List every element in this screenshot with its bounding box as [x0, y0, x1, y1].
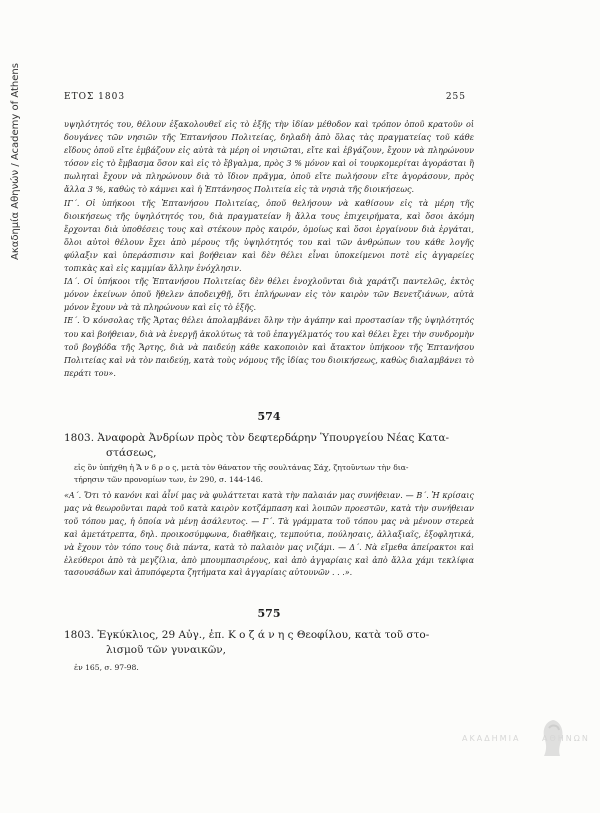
body-text [64, 118, 474, 380]
page-header [64, 92, 466, 102]
entry-heading-line: λισμοῦ τῶν γυναικῶν, [106, 643, 226, 656]
paragraph: ΙΕ΄. Ὁ κόνσολας τῆς Ἄρτας θέλει ἀπολαμβάνει ὅλην τὴν ἀγάπην καὶ προστασίαν τῆς ὑψηλότητός του καὶ βοήθειαν, διὰ νὰ ἐνεργῇ ἀκολύτως τὰ τοῦ ἐπαγγέλματός του καὶ θέλει ἔχει τὴν συνδρομὴν τοῦ βογβόδα τῆς Ἄρτης, διὰ νὰ παιδεύῃ κάθε κακοποιὸν καὶ ἄτακτον ὑπήκοον τῆς Ἑπτανήσου Πολιτείας καὶ νὰ τὸν παιδεύῃ, κατὰ τοὺς νόμους τῆς ἰδίας του διοικήσεως, καθὼς διαλαμβάνει τὸ περάτι του». [64, 315, 474, 378]
entry-heading [64, 628, 474, 657]
entry-number: 575 [257, 607, 281, 620]
watermark-text-right: ΑΘΗΝΩΝ [542, 734, 590, 743]
entry-heading-line: στάσεως, [106, 446, 157, 459]
entry-reference-line: εἰς ὃν ὑπήχθη ἡ Ἄ ν δ ρ ο ς, μετὰ τὸν θάνατον τῆς σουλτάνας Σάχ, ζητοῦντων τὴν δια- [74, 463, 409, 472]
archive-side-label: Ακαδημία Αθηνών / Academy of Athens [10, 63, 21, 260]
entry-heading-line: 1803. Ἐγκύκλιος, 29 Αὐγ., ἐπ. Κ ο ζ ά ν η ς Θεοφίλου, κατὰ τοῦ στο- [64, 629, 430, 641]
entry-reference [74, 462, 474, 486]
paragraph: υψηλότητός του, θέλουν ἐξακολουθεῖ εἰς τὸ ἑξῆς τὴν ἰδίαν μέθοδον καὶ τρόπον ὁποῦ κρατοῦν οἱ δουγάνες τῶν νησιῶν τῆς Ἑπτανήσου Πολιτείας, δηλαδὴ ἀπὸ ὅλας τὰς πραγματείας τοῦ κάθε εἴδους ὁποῦ εἴτε ἐμβάζουν εἰς αὐτὰ τὰ μέρη οἱ νησιῶται, εἴτε καὶ ἐβγάζουν, ἔχουν νὰ πληρώνουν τόσον εἰς τὸ ἔμβασμα ὅσον καὶ εἰς τὸ ἔβγαλμα, πρὸς 3 % μόνον καὶ οἱ τουρκομερίται ἀγοράσται ἢ πωληταὶ ἔχουν νὰ πληρώνουν διὰ τὸ ἴδιον πρᾶγμα, ὁποῦ εἴτε πωλήσουν εἴτε ἀγοράσουν, πρὸς ἄλλα 3 %, καθὼς τὸ κάμνει καὶ ἡ Ἑπτάνησος Πολιτεία εἰς τὰ νησιὰ τῆς διοικήσεως. [64, 119, 474, 195]
academy-watermark [462, 716, 592, 766]
entry-reference-line: ἐν 165, σ. 97-98. [74, 663, 139, 672]
entry-text: «Α΄. Ὅτι τὸ κανόνι καὶ ἀἶνί μας νὰ φυλάττεται κατὰ τὴν παλαιάν μας συνήθειαν. — Β΄. Ἡ κρίσαις μας νὰ θεωροῦνται παρὰ τοῦ κατὰ καιρὸν κοτζάμπαση καὶ λοιπῶν προεστῶν, κατὰ τὴν συνήθειαν τοῦ τόπου μας, ἡ ὁποία νὰ μένῃ ἀσάλευτος. — Γ΄. Τὰ γράμματα τοῦ τόπου μας νὰ μένουν στερεὰ καὶ ἀμετάτρεπτα, δηλ. προικοσύμφωνα, διαθῆκαις, τεμπούτια, πούλησαις, ἀλλαξιαῖς, ἐξοφλητικά, νὰ ἔχουν τὸν τόπο τους διὰ πάντα, κατὰ τὸ παλαιὸν μας νιζάμι. — Δ΄. Νὰ εἴμεθα ἀπείρακτοι καὶ ἐλεύθεροι ἀπὸ τὰ μεγζίλια, ἀπὸ μπουμπασιρέους, καὶ ἀπὸ ἀγγαρίαις καὶ ἀπὸ ἄλλα χάμι τεκλίφια τασουσάδων καὶ ἀπυπόφερτα ζητήματα καὶ ἀγγαρίαις αὐτουνῶν . . .». [64, 491, 474, 578]
entry-reference [74, 662, 474, 674]
entry-number: 574 [257, 410, 281, 423]
entry-heading [64, 431, 474, 460]
paragraph: ΙΓ΄. Οἱ ὑπήκοοι τῆς Ἑπτανήσου Πολιτείας, ὁποῦ θελήσουν νὰ καθίσουν εἰς τὰ μέρη τῆς διοικήσεως τῆς ὑψηλότητός του, διὰ πραγματείαν ἢ ἄλλα τους ἐπιχειρήματα, καὶ ὅσοι ἀκόμη ἔρχονται διὰ ὑποθέσεις τους καὶ στέκουν πρὸς καιρόν, ὁμοίως καὶ ὅσοι ἐργαίνουν διὰ ἐργάται, ὅλοι αὐτοὶ θέλουν ἔχει ἀπὸ μέρους τῆς ὑψηλότητός του καὶ τῶν ἀνθρώπων του κάθε λογῆς φύλαξιν καὶ ὑπεράσπισιν καὶ βοήθειαν καὶ δὲν θέλει εἶναι ὑποκείμενοι ποτὲ εἰς ἀγγαρείες τοπικὰς καὶ εἰς καμμίαν ἄλλην ἐνόχλησιν. [64, 197, 474, 274]
page-number: 255 [445, 92, 466, 102]
entry-heading-line: 1803. Ἀναφορὰ Ἀνδρίων πρὸς τὸν δεφτερδάρην Ὑπουργείου Νέας Κατα- [64, 432, 450, 444]
running-title: ΕΤΟΣ 1803 [64, 92, 126, 102]
watermark-text-left: ΑΚΑΔΗΜΙΑ [462, 734, 521, 743]
entry-reference-line: τήρησιν τῶν προνομίων των, ἐν 290, σ. 144-146. [74, 475, 263, 484]
paragraph: ΙΔ΄. Οἱ ὑπήκοοι τῆς Ἑπτανήσου Πολιτείας δὲν θέλει ἐνοχλοῦνται διὰ χαράτζι παντελῶς, ἐκτὸς μόνον ἐκείνων ὁποῦ ἤθελεν ἀποδειχθῇ, ὅτι ἐπλήρωναν εἰς τὸν καιρὸν τῶν Βενετζιάνων, αὐτὰ μόνον ἔχουν νὰ τὰ πληρώνουν καὶ εἰς τὸ ἑξῆς. [64, 276, 474, 313]
